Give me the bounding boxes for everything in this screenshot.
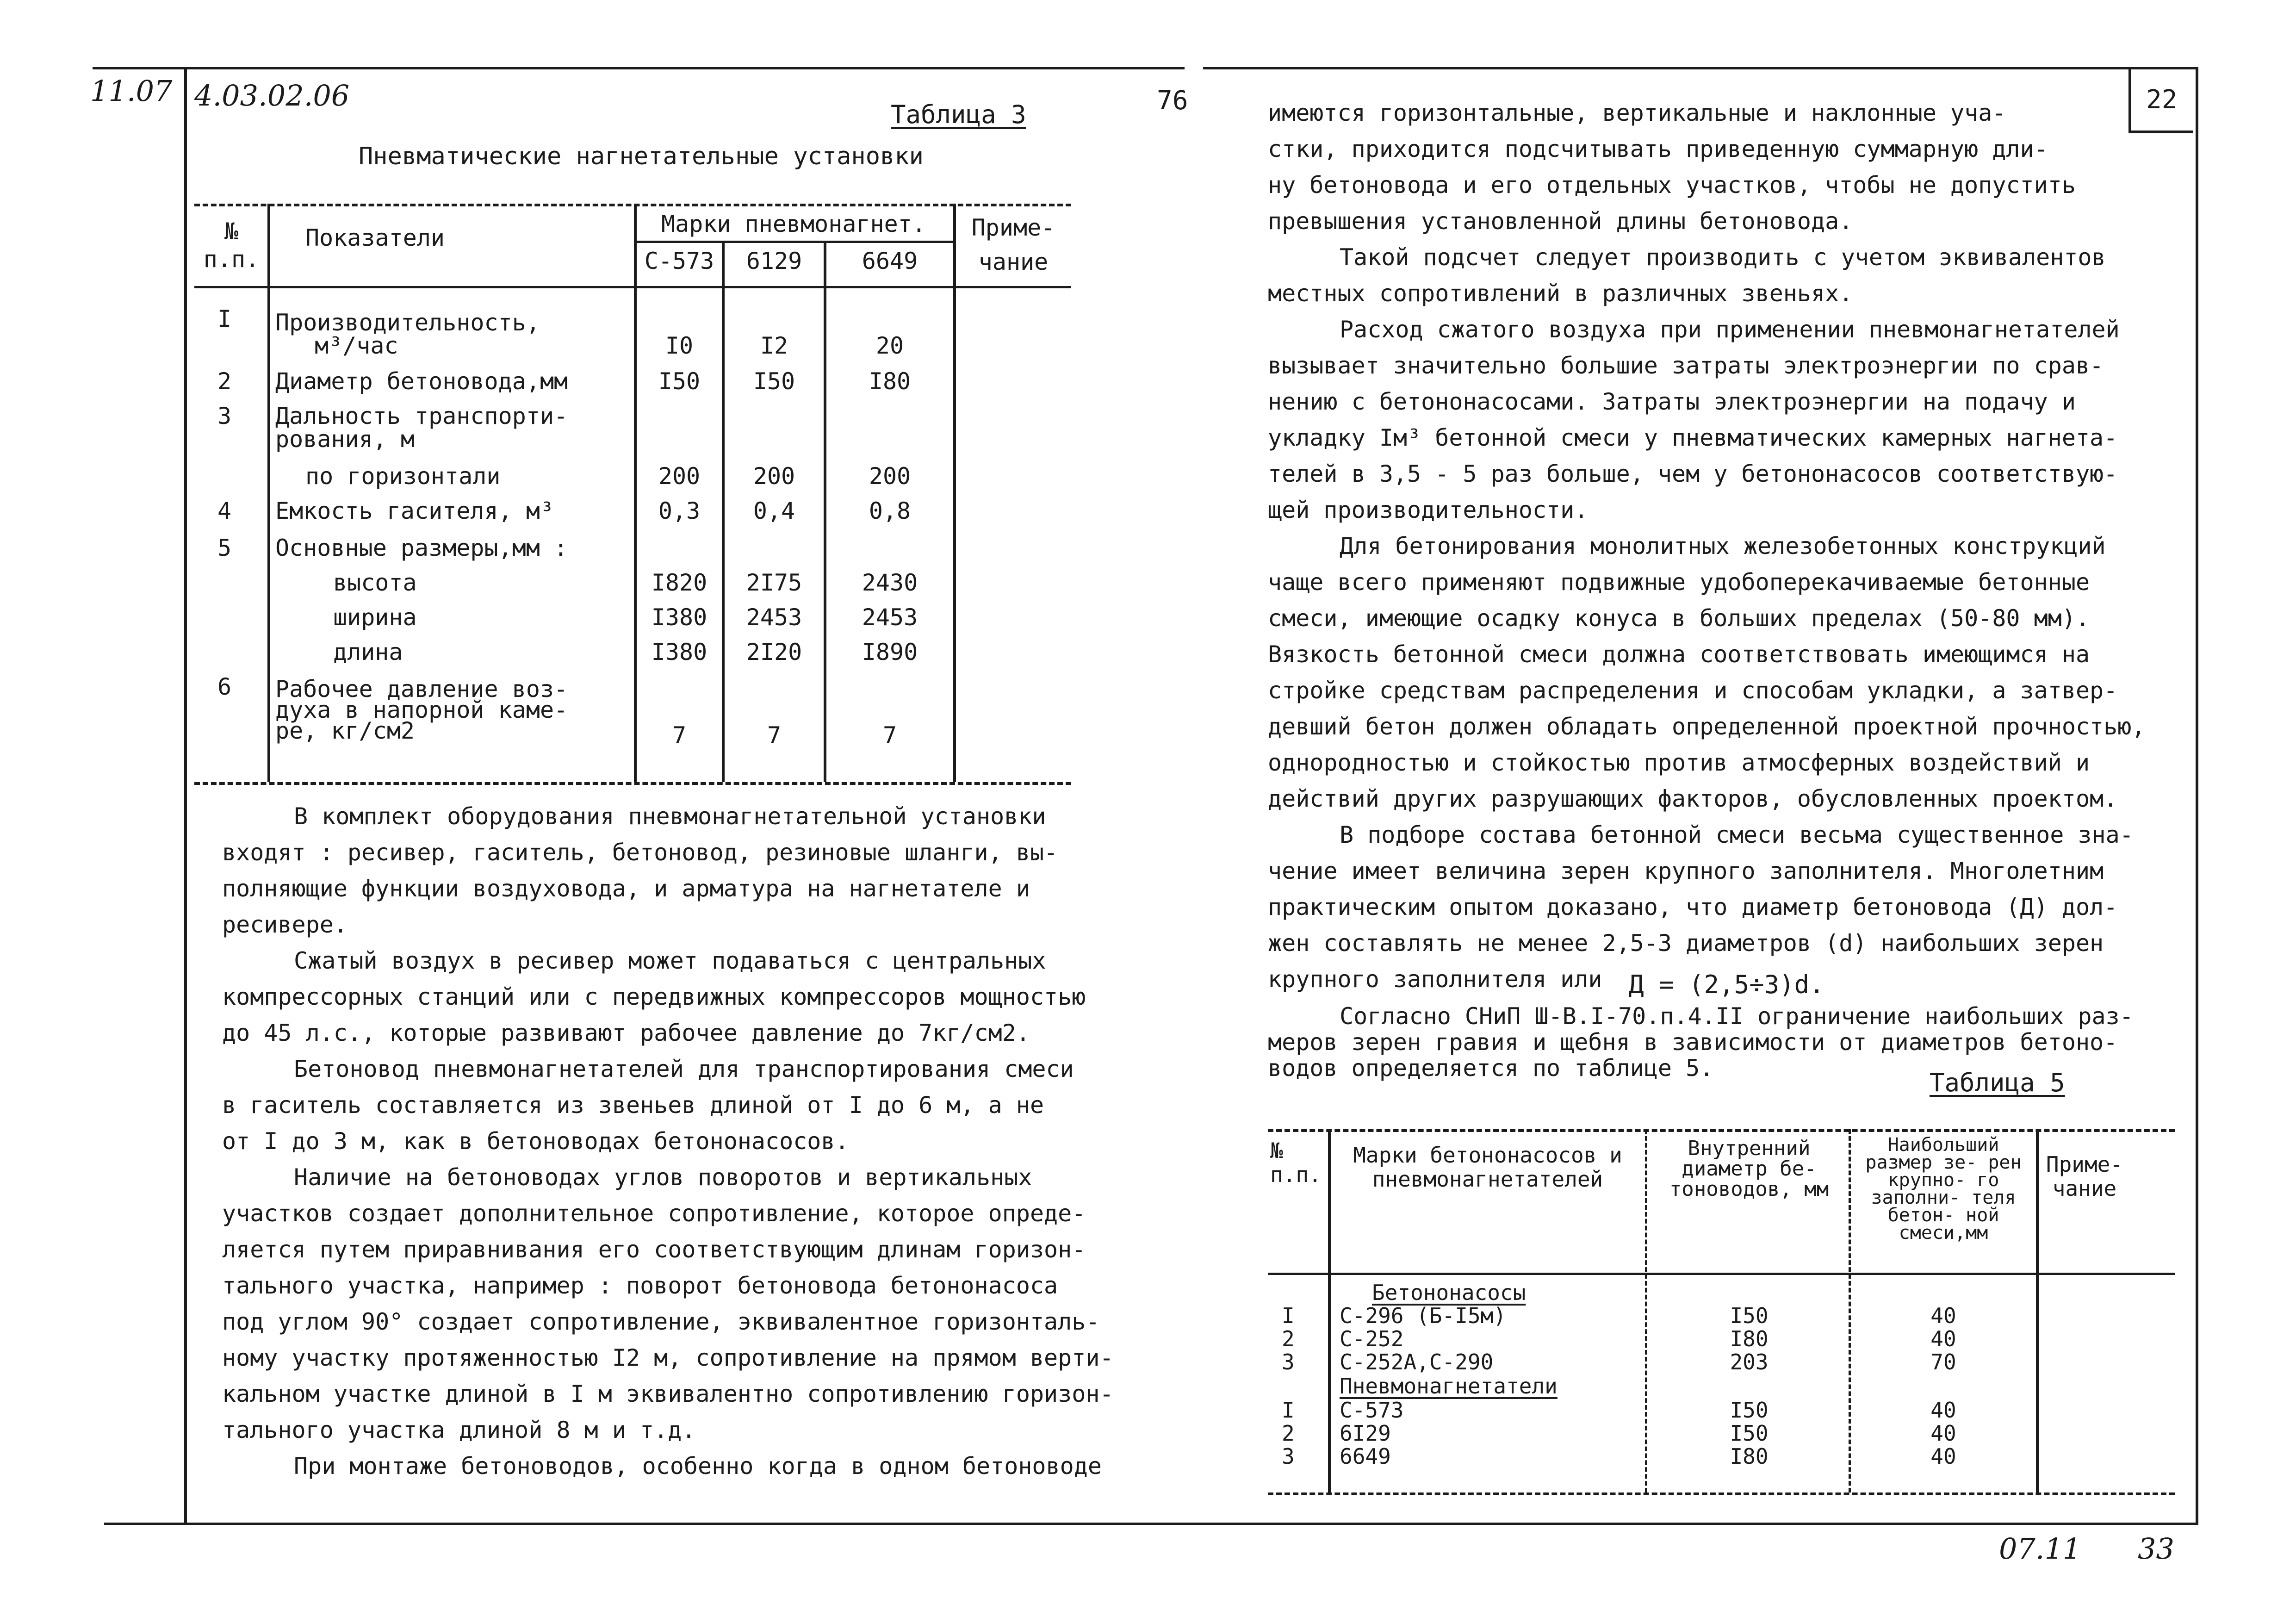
table3-brand-subheader-line <box>634 241 953 243</box>
table5-pneu-row2-num: 2 <box>1282 1421 1295 1446</box>
left-line-18: тального участка длиной 8 м и т.д. <box>222 1417 696 1443</box>
table3-caption: Таблица 3 <box>891 100 1026 129</box>
table5-pneu-row2-diameter: I50 <box>1730 1421 1769 1446</box>
table5-pump-row3-grain: 70 <box>1930 1349 1956 1374</box>
table3-row3-num: 3 <box>217 403 232 429</box>
right-line-8: вызывает значительно большие затраты электроэнергии по срав- <box>1268 352 2104 379</box>
table3-r5w-v3: 2453 <box>862 604 918 631</box>
right-line-19: однородностью и стойкостью против атмосферных воздействий и <box>1268 749 2090 776</box>
right-line-22: чение имеет величина зерен крупного заполнителя. Многолетним <box>1268 858 2104 884</box>
right-line-10: укладку Iм³ бетонной смеси у пневматических камерных нагнета- <box>1268 424 2118 451</box>
left-line-12: участков создает дополнительное сопротивление, которое опреде- <box>222 1200 1086 1227</box>
right-line-14: чаще всего применяют подвижные удобоперекачиваемые бетонные <box>1268 569 2090 596</box>
table5-pump-row3-name: С-252А,С-290 <box>1340 1349 1494 1374</box>
table3-row1-label-a: Производительность, <box>275 309 540 336</box>
table3-row5-height-label: высота <box>333 569 417 596</box>
table5-pneu-row3-name: 6649 <box>1340 1444 1391 1469</box>
table5-pneu-row3-diameter: I80 <box>1730 1444 1769 1469</box>
table3-row6-num: 6 <box>217 673 232 700</box>
table5-caption: Таблица 5 <box>1930 1068 2065 1097</box>
left-line-11: Наличие на бетоноводах углов поворотов и вертикальных <box>294 1164 1032 1191</box>
table3-r1-v1: I0 <box>665 332 694 359</box>
table3-header-bottom <box>194 286 1071 288</box>
right-line-13: Для бетонирования монолитных железобетонных конструкций <box>1340 533 2106 560</box>
table3-bottom-border <box>194 782 1071 785</box>
table5-pump-row1-num: I <box>1282 1303 1295 1328</box>
table3-r6-v3: 7 <box>882 722 897 749</box>
table3-r5h-v2: 2I75 <box>746 569 802 596</box>
table3-r4-v2: 0,4 <box>753 497 795 524</box>
right-margin-line <box>2196 67 2198 1525</box>
table3-row1-label-b: м³/час <box>315 332 398 359</box>
table3-header-num: № п.п. <box>203 218 260 273</box>
right-line-3: ну бетоновода и его отдельных участков, чтобы не допустить <box>1268 172 2076 199</box>
right-line-17: стройке средствам распределения и способам укладки, а затвер- <box>1268 677 2118 704</box>
right-line-18: девший бетон должен обладать определенной проектной прочностью, <box>1268 713 2146 740</box>
right-line-7: Расход сжатого воздуха при применении пневмонагнетателей <box>1340 316 2120 343</box>
table5-pneu-row1-diameter: I50 <box>1730 1398 1769 1423</box>
right-column-text <box>1268 95 2145 997</box>
left-line-14: тального участка, например : поворот бетоновода бетононасоса <box>222 1272 1058 1299</box>
table3-r5h-v3: 2430 <box>862 569 918 596</box>
left-line-17: кальном участке длиной в I м эквивалентно сопротивлению горизон- <box>222 1380 1114 1407</box>
table5-col-divider-1 <box>1328 1129 1331 1492</box>
left-line-19: При монтаже бетоноводов, особенно когда в одном бетоноводе <box>294 1453 1102 1480</box>
right-line-12: щей производительности. <box>1268 497 1589 523</box>
left-line-10: от I до 3 м, как в бетоноводах бетононасосов. <box>222 1128 849 1155</box>
table3-title: Пневматические нагнетательные установки <box>359 143 924 170</box>
table3-r3-v2: 200 <box>753 463 795 490</box>
right-line-16: Вязкость бетонной смеси должна соответствовать имеющимся на <box>1268 641 2090 668</box>
top-line-right <box>1203 67 2198 69</box>
table5-top-border <box>1268 1129 2175 1132</box>
left-line-1: В комплект оборудования пневмонагнетательной установки <box>294 803 1046 830</box>
left-line-15: под углом 90° создает сопротивление, эквивалентное горизонталь- <box>222 1308 1100 1335</box>
table3-r6-v1: 7 <box>672 722 687 749</box>
right-line-9: нению с бетононасосами. Затраты электроэнергии на подачу и <box>1268 388 2076 415</box>
table5-group-pneumatic: Пневмонагнетатели <box>1340 1374 1558 1399</box>
table5-pump-row1-grain: 40 <box>1930 1303 1956 1328</box>
table5-pneu-row3-num: 3 <box>1282 1444 1295 1469</box>
corner-left-mark: 11.07 <box>90 74 173 108</box>
right-line-4: превышения установленной длины бетоновода. <box>1268 208 1853 235</box>
table5-header-note: Приме- чание <box>2046 1152 2123 1201</box>
left-line-4: ресивере. <box>222 911 348 938</box>
table5-pneu-row1-grain: 40 <box>1930 1398 1956 1423</box>
table3-row4-num: 4 <box>217 497 232 524</box>
table3-header-brand-1: С-573 <box>644 248 714 274</box>
table5-pump-row3-diameter: 203 <box>1730 1349 1769 1374</box>
table3-r5h-v1: I820 <box>651 569 707 596</box>
table3-header-brand-2: 6129 <box>746 248 802 274</box>
table3-row5-width-label: ширина <box>333 604 417 631</box>
left-line-13: ляется путем приравнивания его соответствующим длинам горизон- <box>222 1236 1086 1263</box>
table3-r1-v2: I2 <box>760 332 788 359</box>
right-line-6: местных сопротивлений в различных звеньях. <box>1268 280 1853 307</box>
table5-col-divider-2 <box>1645 1129 1647 1492</box>
table5-header-bottom <box>1268 1273 2175 1275</box>
table3-r5w-v1: I380 <box>651 604 707 631</box>
bottom-handwritten-mark: 07.11 <box>1999 1532 2081 1566</box>
table5-pneu-row1-name: С-573 <box>1340 1398 1404 1423</box>
table5-pump-row2-diameter: I80 <box>1730 1326 1769 1351</box>
table3-r2-v1: I50 <box>658 368 701 395</box>
table3-row6-label-b: духа в напорной каме- <box>275 696 568 723</box>
table3-col-divider-5 <box>953 204 956 782</box>
table3-top-border <box>194 204 1071 206</box>
table3-r2-v2: I50 <box>753 368 795 395</box>
left-line-16: ному участку протяженностью I2 м, сопротивление на прямом верти- <box>222 1344 1114 1371</box>
table3-row2-label: Диаметр бетоновода,мм <box>275 368 568 395</box>
table3-r4-v1: 0,3 <box>658 497 701 524</box>
right-line-23: практическим опытом доказано, что диаметр бетоновода (Д) дол- <box>1268 894 2118 920</box>
right2-line-2: меров зерен гравия и щебня в зависимости от диаметров бетоно- <box>1268 1029 2118 1056</box>
left-line-9: в гаситель составляется из звеньев длиной от I до 6 м, а не <box>222 1092 1044 1119</box>
table3-r3-v3: 200 <box>869 463 911 490</box>
top-line-left <box>93 67 1185 69</box>
table3-row3-sub-label: по горизонтали <box>305 463 501 490</box>
table3-row6-label-a: Рабочее давление воз- <box>275 676 568 703</box>
table5-col-divider-4 <box>2036 1129 2039 1492</box>
table3-row3-label-b: рования, м <box>275 426 415 453</box>
left-line-3: полняющие функции воздуховода, и арматура на нагнетателе и <box>222 875 1030 902</box>
right-line-15: смеси, имеющие осадку конуса в больших пределах (50-80 мм). <box>1268 605 2090 632</box>
table5-header-num: № п.п. <box>1270 1138 1322 1187</box>
table3-header-brand-3: 6649 <box>862 248 918 274</box>
table3-r5l-v2: 2I20 <box>746 639 802 665</box>
table3-header-indicators: Показатели <box>305 224 445 251</box>
table3-col-divider-1 <box>267 204 270 782</box>
table3-r5w-v2: 2453 <box>746 604 802 631</box>
left-column-text <box>222 798 1114 1484</box>
table3-r5l-v1: I380 <box>651 639 707 665</box>
page-top-number: 76 <box>1157 86 1188 116</box>
table3-row3-label-a: Дальность транспорти- <box>275 403 568 429</box>
table3-header-brands-group: Марки пневмонагнет. <box>661 211 926 237</box>
left-line-7: до 45 л.с., которые развивают рабочее давление до 7кг/см2. <box>222 1020 1030 1046</box>
table5-group-pumps: Бетононасосы <box>1372 1280 1526 1305</box>
right-line-24: жен составлять не менее 2,5-3 диаметров (d) наибольших зерен <box>1268 930 2104 957</box>
left-line-8: Бетоновод пневмонагнетателей для транспортирования смеси <box>294 1056 1074 1082</box>
table3-r2-v3: I80 <box>869 368 911 395</box>
table5-pump-row1-diameter: I50 <box>1730 1303 1769 1328</box>
table5-pump-row1-name: С-296 (Б-I5м) <box>1340 1303 1507 1328</box>
table5-pneu-row3-grain: 40 <box>1930 1444 1956 1469</box>
table3-row4-label: Емкость гасителя, м³ <box>275 497 554 524</box>
right-line-20: действий других разрушающих факторов, обусловленных проектом. <box>1268 785 2118 812</box>
table5-pump-row2-num: 2 <box>1282 1326 1295 1351</box>
bottom-page-number: 33 <box>2138 1532 2174 1566</box>
left-margin-line <box>184 67 187 1525</box>
table3-row5-length-label: длина <box>333 639 403 665</box>
table5-pump-row2-grain: 40 <box>1930 1326 1956 1351</box>
bottom-line <box>104 1523 2196 1525</box>
right-line-5: Такой подсчет следует производить с учетом эквивалентов <box>1340 244 2106 271</box>
right2-line-3: водов определяется по таблице 5. <box>1268 1055 1714 1082</box>
table3-r1-v3: 20 <box>875 332 904 359</box>
right-line-25: крупного заполнителя или <box>1268 966 1602 993</box>
table3-header-note: Приме- чание <box>971 214 1055 275</box>
right2-line-1: Согласно СНиП Ш-В.I-70.п.4.II ограничение наибольших раз- <box>1340 1003 2134 1030</box>
table5-header-grain: Наибольший размер зе- рен крупно- го заполни- теля бетон- ной смеси,мм <box>1865 1134 2022 1244</box>
table3-row5-num: 5 <box>217 535 232 561</box>
table5-bottom-border <box>1268 1492 2175 1495</box>
table3-row5-label: Основные размеры,мм : <box>275 535 568 561</box>
document-code: 4.03.02.06 <box>194 79 350 112</box>
table5-header-diameter: Внутренний диаметр бе- тоноводов, мм <box>1669 1137 1829 1201</box>
table5-col-divider-3 <box>1849 1129 1851 1492</box>
right-line-1: имеются горизонтальные, вертикальные и наклонные уча- <box>1268 99 2006 126</box>
table3-col-divider-2 <box>634 204 637 782</box>
table3-r3-v1: 200 <box>658 463 701 490</box>
table5-pneu-row1-num: I <box>1282 1398 1295 1423</box>
table5-pneu-row2-name: 6I29 <box>1340 1421 1391 1446</box>
table3-row6-label-c: ре, кг/см2 <box>275 717 415 744</box>
table5-pump-row2-name: С-252 <box>1340 1326 1404 1351</box>
table5-pump-row3-num: 3 <box>1282 1349 1295 1374</box>
table3-r6-v2: 7 <box>767 722 782 749</box>
left-line-6: компрессорных станций или с передвижных компрессоров мощностью <box>222 983 1086 1010</box>
right-line-21: В подборе состава бетонной смеси весьма существенное зна- <box>1340 821 2134 848</box>
right-line-11: телей в 3,5 - 5 раз больше, чем у бетононасосов соответствую- <box>1268 460 2118 487</box>
table3-r5l-v3: I890 <box>862 639 918 665</box>
page-badge-number: 22 <box>2146 85 2178 115</box>
table5-header-brands: Марки бетононасосов и пневмонагнетателей <box>1353 1143 1622 1192</box>
table3-r4-v3: 0,8 <box>869 497 911 524</box>
table3-row1-num: I <box>217 305 232 332</box>
left-line-5: Сжатый воздух в ресивер может подаваться с центральных <box>294 947 1046 974</box>
formula: Д = (2,5÷3)d. <box>1629 970 1824 999</box>
table3-row2-num: 2 <box>217 368 232 395</box>
left-line-2: входят : ресивер, гаситель, бетоновод, резиновые шланги, вы- <box>222 839 1058 866</box>
table5-pneu-row2-grain: 40 <box>1930 1421 1956 1446</box>
right-line-2: стки, приходится подсчитывать приведенную суммарную дли- <box>1268 136 2048 162</box>
